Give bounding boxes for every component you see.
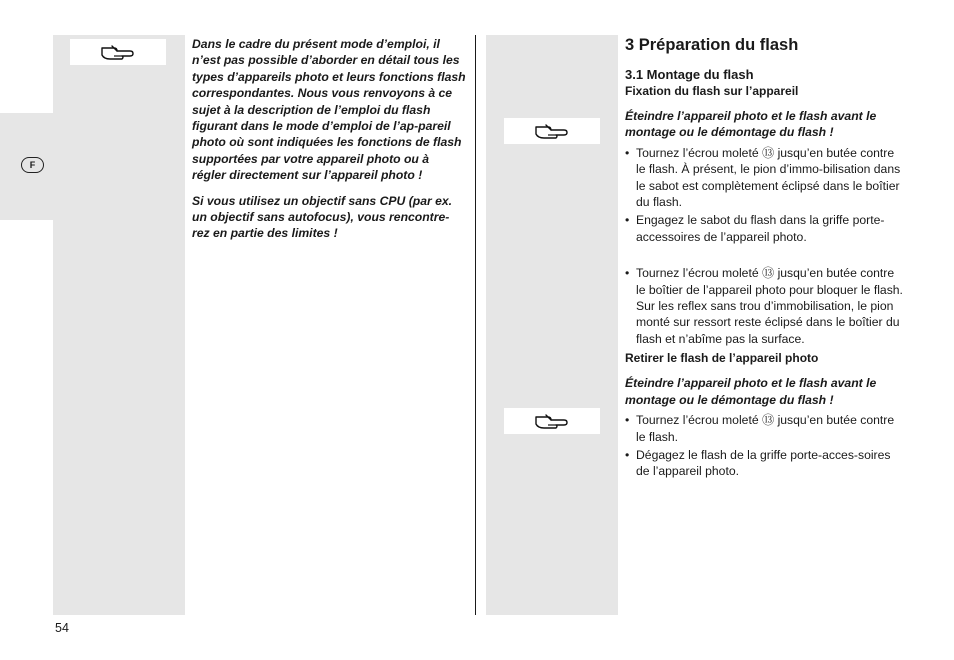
right-content: [625, 36, 903, 480]
left-note-text: [192, 36, 466, 242]
note-box-remove: [504, 408, 600, 434]
remove-warning: Éteindre l’appareil photo et le flash avant le montage ou le démontage du flash !: [625, 376, 877, 407]
list-item: • Tournez l’écrou moleté ⑬ jusqu’en butée contre le boîtier de l’appareil photo pour bloquer le flash. Sur les reflex sans trou d’immobilisation, le pion monté sur ressort reste éclipsé dans le boîtier du flash et n’abîme pas la surface.: [625, 265, 903, 347]
note-box-mount: [504, 118, 600, 144]
list-item: • Engagez le sabot du flash dans la griffe porte-accessoires de l’appareil photo.: [625, 212, 903, 245]
page-number: 54: [55, 621, 69, 635]
pointing-hand-icon: [534, 122, 570, 140]
mount-heading: Fixation du flash sur l’appareil: [625, 84, 799, 98]
list-item: • Tournez l’écrou moleté ⑬ jusqu’en butée contre le flash. À présent, le pion d’immo-bilisation dans le sabot est complètement éclipsé dans le boîtier du flash.: [625, 145, 903, 211]
remove-heading: Retirer le flash de l’appareil photo: [625, 351, 819, 366]
subsection-title: 3.1 Montage du flash: [625, 67, 754, 82]
column-divider: [475, 35, 476, 615]
remove-bullet-list: [625, 412, 903, 480]
list-item: • Dégagez le flash de la griffe porte-acces-soires de l’appareil photo.: [625, 447, 903, 480]
left-margin-column: [53, 35, 185, 615]
note-paragraph: Si vous utilisez un objectif sans CPU (par ex. un objectif sans autofocus), vous rencontre-rez en partie des limites !: [192, 193, 453, 241]
mount-bullet-list: [625, 145, 903, 347]
pointing-hand-icon: [100, 43, 136, 61]
mount-warning: Éteindre l’appareil photo et le flash avant le montage ou le démontage du flash !: [625, 109, 877, 140]
note-box-left: [70, 39, 166, 65]
section-title: 3 Préparation du flash: [625, 36, 799, 54]
pointing-hand-icon: [534, 412, 570, 430]
list-item: • Tournez l’écrou moleté ⑬ jusqu’en butée contre le flash.: [625, 412, 903, 445]
note-paragraph: Dans le cadre du présent mode d’emploi, il n’est pas possible d’aborder en détail tous les types d’appareils photo et leurs fonctions flash correspondantes. Nous vous renvoyons à ce sujet à la description de l’emploi du flash figurant dans le mode d’emploi de l’ap-pareil photo où sont indiquées les fonctions de flash supportées par votre appareil photo ou à régler directement sur l’appareil photo !: [192, 37, 466, 183]
language-badge: F: [21, 157, 44, 173]
